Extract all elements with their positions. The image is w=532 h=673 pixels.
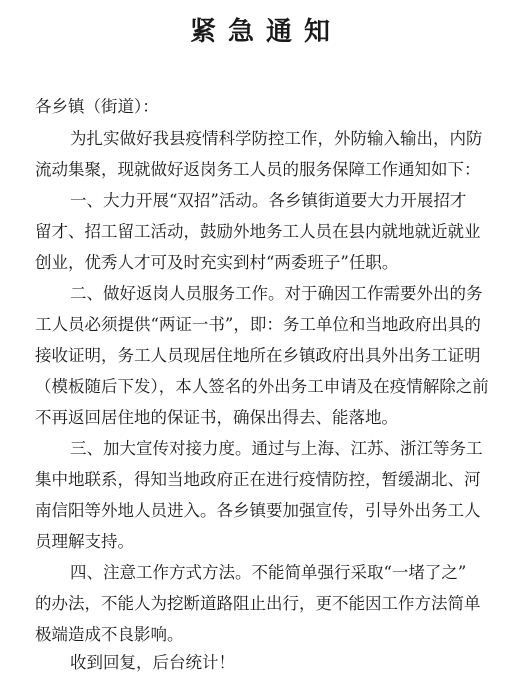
paragraph-line: 一、大力开展“双招”活动。各乡镇街道要大力开展招才 [70,191,467,210]
paragraph-line: 接收证明，务工人员现居住地所在乡镇政府出具外出务工证明 [35,346,481,365]
paragraph-line: 的办法，不能人为挖断道路阻止出行，更不能因工作方法简单 [35,594,481,613]
paragraph-line: 三、加大宣传对接力度。通过与上海、江苏、浙江等务工 [70,439,483,458]
paragraph-line: 南信阳等外地人员进入。各乡镇要加强宣传，引导外出务工人 [35,501,481,520]
paragraph-line: 员理解支持。 [35,532,134,551]
paragraph-line: 工人员必须提供“两证一书”，即：务工单位和当地政府出具的 [35,315,481,334]
paragraph-line: 为扎实做好我县疫情科学防控工作，外防输入输出，内防 [70,129,483,148]
paragraph-line: 留才、招工留工活动，鼓励外地务工人员在县内就地就近就业 [35,222,481,241]
paragraph-line: 极端造成不良影响。 [35,625,184,644]
paragraph-line: 流动集聚，现就做好返岗务工人员的服务保障工作通知如下： [35,160,481,179]
paragraph-line: 不再返回居住地的保证书，确保出得去、能落地。 [35,408,398,427]
paragraph-line: 集中地联系，得知当地政府正在进行疫情防控，暂缓湖北、河 [35,470,481,489]
paragraph-line: 二、做好返岗人员服务工作。对于确因工作需要外出的务 [70,284,483,303]
document-title: 紧急通知 [189,17,342,47]
paragraph-line: （模板随后下发），本人签名的外出务工申请及在疫情解除之前 [35,377,489,396]
closing-line: 收到回复，后台统计！ [70,653,235,672]
salutation: 各乡镇（街道）： [35,97,159,116]
paragraph-line: 四、注意工作方式方法。不能简单强行采取“一堵了之” [70,563,467,582]
paragraph-line: 创业，优秀人才可及时充实到村“两委班子”任职。 [35,253,399,272]
